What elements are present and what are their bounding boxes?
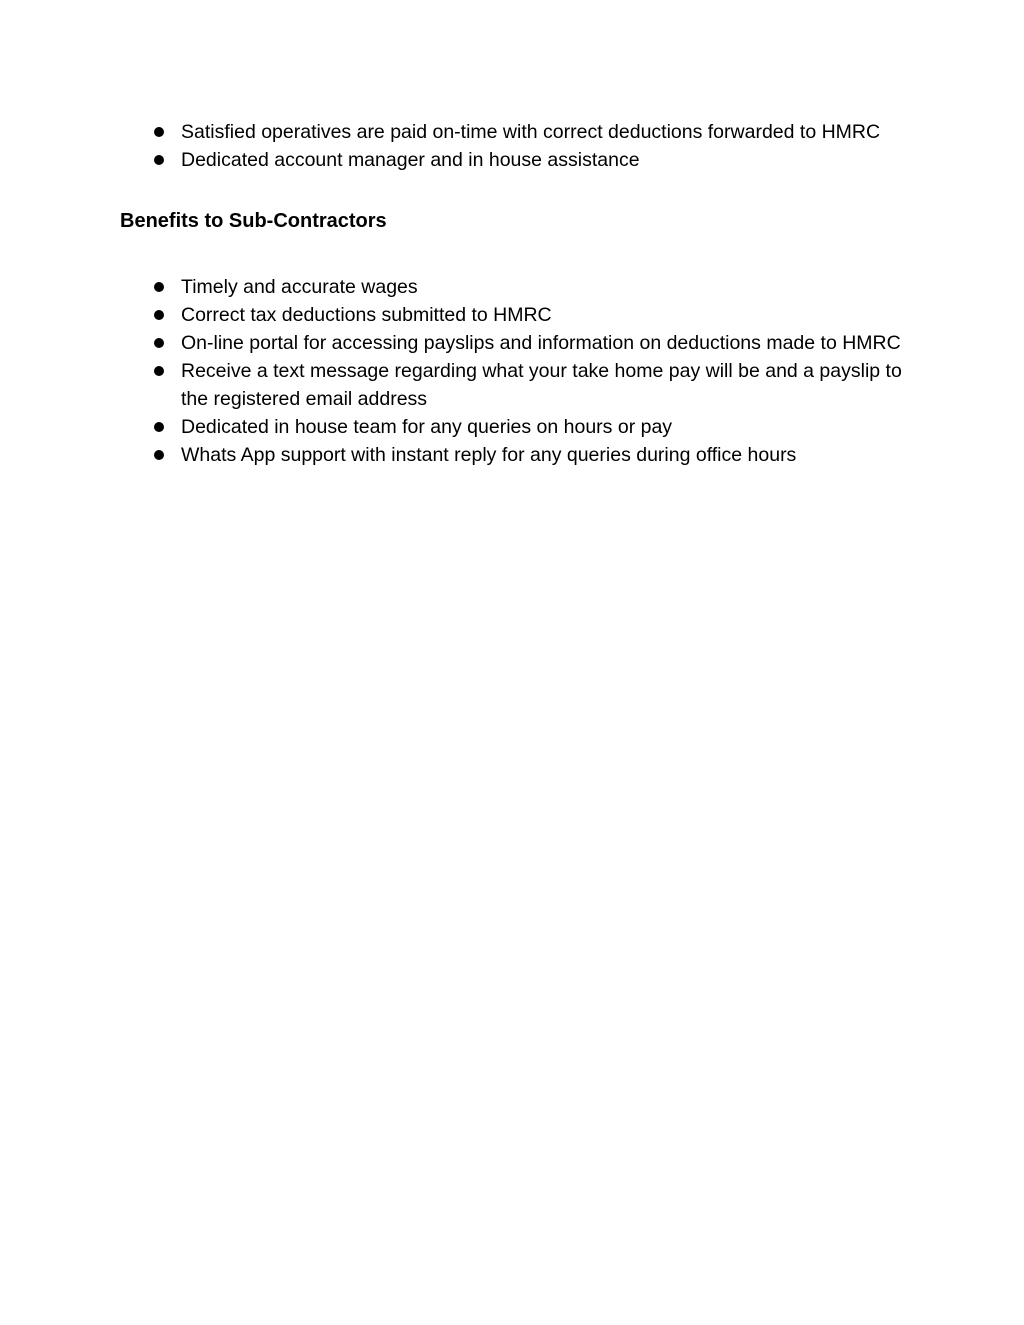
list-item xyxy=(150,329,920,357)
bullet-icon xyxy=(154,127,164,137)
list-item xyxy=(150,146,920,174)
list-item-text: Satisfied operatives are paid on-time with correct deductions forwarded to HMRC xyxy=(181,121,881,143)
list-item xyxy=(150,118,920,146)
section-heading: Benefits to Sub-Contractors xyxy=(120,210,387,232)
list-item xyxy=(150,273,920,301)
sub-contractor-benefits-list xyxy=(150,273,920,469)
list-item-text: Correct tax deductions submitted to HMRC xyxy=(181,304,552,326)
list-item xyxy=(150,413,920,441)
list-item-text: Whats App support with instant reply for any queries during office hours xyxy=(181,444,797,466)
list-item-text: Dedicated account manager and in house assistance xyxy=(181,149,640,171)
bullet-icon xyxy=(154,338,164,348)
bullet-icon xyxy=(154,422,164,432)
list-item xyxy=(150,441,920,469)
list-item xyxy=(150,301,920,329)
bullet-icon xyxy=(154,310,164,320)
bullet-icon xyxy=(154,155,164,165)
list-item-text: Dedicated in house team for any queries on hours or pay xyxy=(181,416,673,438)
bullet-icon xyxy=(154,366,164,376)
bullet-icon xyxy=(154,450,164,460)
bullet-icon xyxy=(154,282,164,292)
list-item-text: Receive a text message regarding what your take home pay will be and a payslip to the registered email address xyxy=(181,360,902,410)
operatives-benefits-list xyxy=(150,118,920,174)
list-item-text: On-line portal for accessing payslips and information on deductions made to HMRC xyxy=(181,332,901,354)
list-item xyxy=(150,357,920,413)
list-item-text: Timely and accurate wages xyxy=(181,276,418,298)
